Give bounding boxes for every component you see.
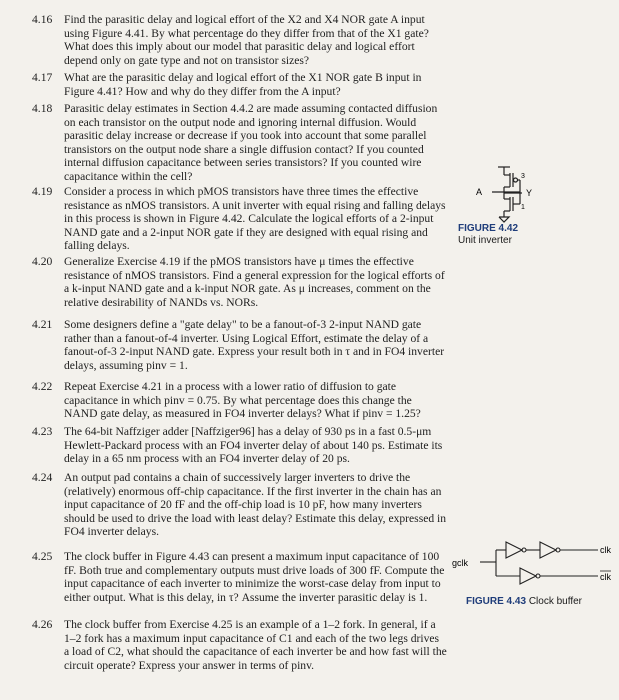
exercise-text: Consider a process in which pMOS transistors have three times the effective resistance as nMOS transistors. A unit inverter with equal rising and falling delays in this process is shown in Figure 4.42. Calculate the logical efforts of a 2-input NAND gate and a 2-input NOR gate if they are designed with equal rising and falling delays. bbox=[64, 185, 446, 252]
unit-inverter-schematic bbox=[464, 165, 534, 223]
exercise-number: 4.18 bbox=[32, 102, 53, 115]
gclk-label: gclk bbox=[452, 558, 469, 568]
figure-4-42-caption: Unit inverter bbox=[458, 235, 512, 246]
exercise-number: 4.21 bbox=[32, 318, 53, 331]
exercise-number: 4.16 bbox=[32, 13, 53, 26]
exercise-4-25 bbox=[32, 550, 447, 604]
exercise-4-22 bbox=[32, 380, 447, 421]
figure-4-43-number: FIGURE 4.43 bbox=[466, 596, 527, 607]
exercise-number: 4.22 bbox=[32, 380, 53, 393]
exercise-text: Some designers define a "gate delay" to be a fanout-of-3 2-input NAND gate rather than a fanout-of-4 inverter. Using Logical Effort, estimate the delay of a fanout-of-3 2-input NAND gate. Express your result both in τ and in FO4 inverter delays, assuming pinv = 1. bbox=[64, 318, 445, 372]
exercise-number: 4.25 bbox=[32, 550, 53, 563]
exercise-4-17 bbox=[32, 71, 447, 98]
exercise-4-21 bbox=[32, 318, 447, 372]
nmos-size-label: 1 bbox=[521, 204, 525, 211]
exercise-text: The clock buffer from Exercise 4.25 is an example of a 1–2 fork. In general, if a 1–2 fork has a maximum input capacitance of C1 and each of the two legs drives a load of C2, what should the capacitance of each inverter be and how fast will the circuit operate? Express your answer in terms of pinv. bbox=[64, 618, 447, 672]
exercise-text: The 64-bit Naffziger adder [Naffziger96] has a delay of 930 ps in a fast 0.5-μm Hewlett-Packard process with an FO4 inverter delay of about 140 ps. Estimate its delay in a 65 nm process with an FO4 inverter delay of 20 ps. bbox=[64, 425, 443, 465]
exercise-text: Repeat Exercise 4.21 in a process with a lower ratio of diffusion to gate capacitance in which pinv = 0.75. By what percentage does this change the NAND gate delay, as measured in FO4 inverter delays? What if pinv = 1.25? bbox=[64, 380, 421, 420]
figure-4-42 bbox=[458, 165, 608, 255]
clk-bar-label: clk bbox=[600, 572, 611, 582]
exercise-text: The clock buffer in Figure 4.43 can present a maximum input capacitance of 100 fF. Both true and complementary outputs must drive loads of 300 fF. Compute the input capacitance of each inverter to minimize the worst-case delay from input to either output. What is this delay, in τ? Assume the inverter parasitic delay is 1. bbox=[64, 550, 445, 604]
figure-4-43-caption: Clock buffer bbox=[528, 596, 582, 607]
exercise-number: 4.26 bbox=[32, 618, 53, 631]
clk-label: clk bbox=[600, 545, 611, 555]
exercise-4-19 bbox=[32, 185, 447, 253]
exercise-text: What are the parasitic delay and logical effort of the X1 NOR gate B input in Figure 4.41? How and why do they differ from the A input? bbox=[64, 71, 422, 98]
exercise-4-23 bbox=[32, 425, 447, 466]
exercise-text: Parasitic delay estimates in Section 4.4.2 are made assuming contacted diffusion on each transistor on the output node and ignoring internal diffusion. Would parasitic delay increase or decrease if you took into account that some parallel transistors on the output node share a single diffusion contact? If you counted internal diffusion capacitance between series transistors? If you counted wire capacitance within the cell? bbox=[64, 102, 438, 183]
exercise-number: 4.20 bbox=[32, 255, 53, 268]
exercise-number: 4.19 bbox=[32, 185, 53, 198]
exercise-number: 4.24 bbox=[32, 471, 53, 484]
output-y-label: Y bbox=[526, 188, 533, 198]
pmos-size-label: 3 bbox=[521, 173, 525, 180]
exercise-4-18 bbox=[32, 102, 447, 183]
exercise-text: An output pad contains a chain of successively larger inverters to drive the (relatively) enormous off-chip capacitance. If the first inverter in the chain has an input capacitance of 20 fF and the off-chip load is 10 pF, how many inverters should be used to drive the load with least delay? Estimate this delay, expressed in FO4 inverter delays. bbox=[64, 471, 447, 538]
input-a-label: A bbox=[476, 187, 483, 197]
figure-4-42-number: FIGURE 4.42 bbox=[458, 223, 519, 234]
exercise-text: Find the parasitic delay and logical effort of the X2 and X4 NOR gate A input using Figure 4.41. By what percentage do they differ from that of the X1 gate? What does this imply about our model that parasitic delay and logical effort depend only on gate type and not on transistor sizes? bbox=[64, 13, 429, 67]
exercise-4-24 bbox=[32, 471, 447, 539]
exercise-4-16 bbox=[32, 13, 447, 67]
clock-buffer-schematic bbox=[448, 538, 614, 588]
exercise-number: 4.17 bbox=[32, 71, 53, 84]
exercise-4-20 bbox=[32, 255, 447, 309]
exercise-text: Generalize Exercise 4.19 if the pMOS transistors have μ times the effective resistance of nMOS transistors. Find a general expression for the logical efforts of a k-input NAND gate and a k-input NOR gate. As μ increases, comment on the relative desirability of NANDs vs. NORs. bbox=[64, 255, 445, 309]
exercise-4-26 bbox=[32, 618, 447, 672]
figure-4-43 bbox=[448, 538, 614, 608]
exercise-number: 4.23 bbox=[32, 425, 53, 438]
